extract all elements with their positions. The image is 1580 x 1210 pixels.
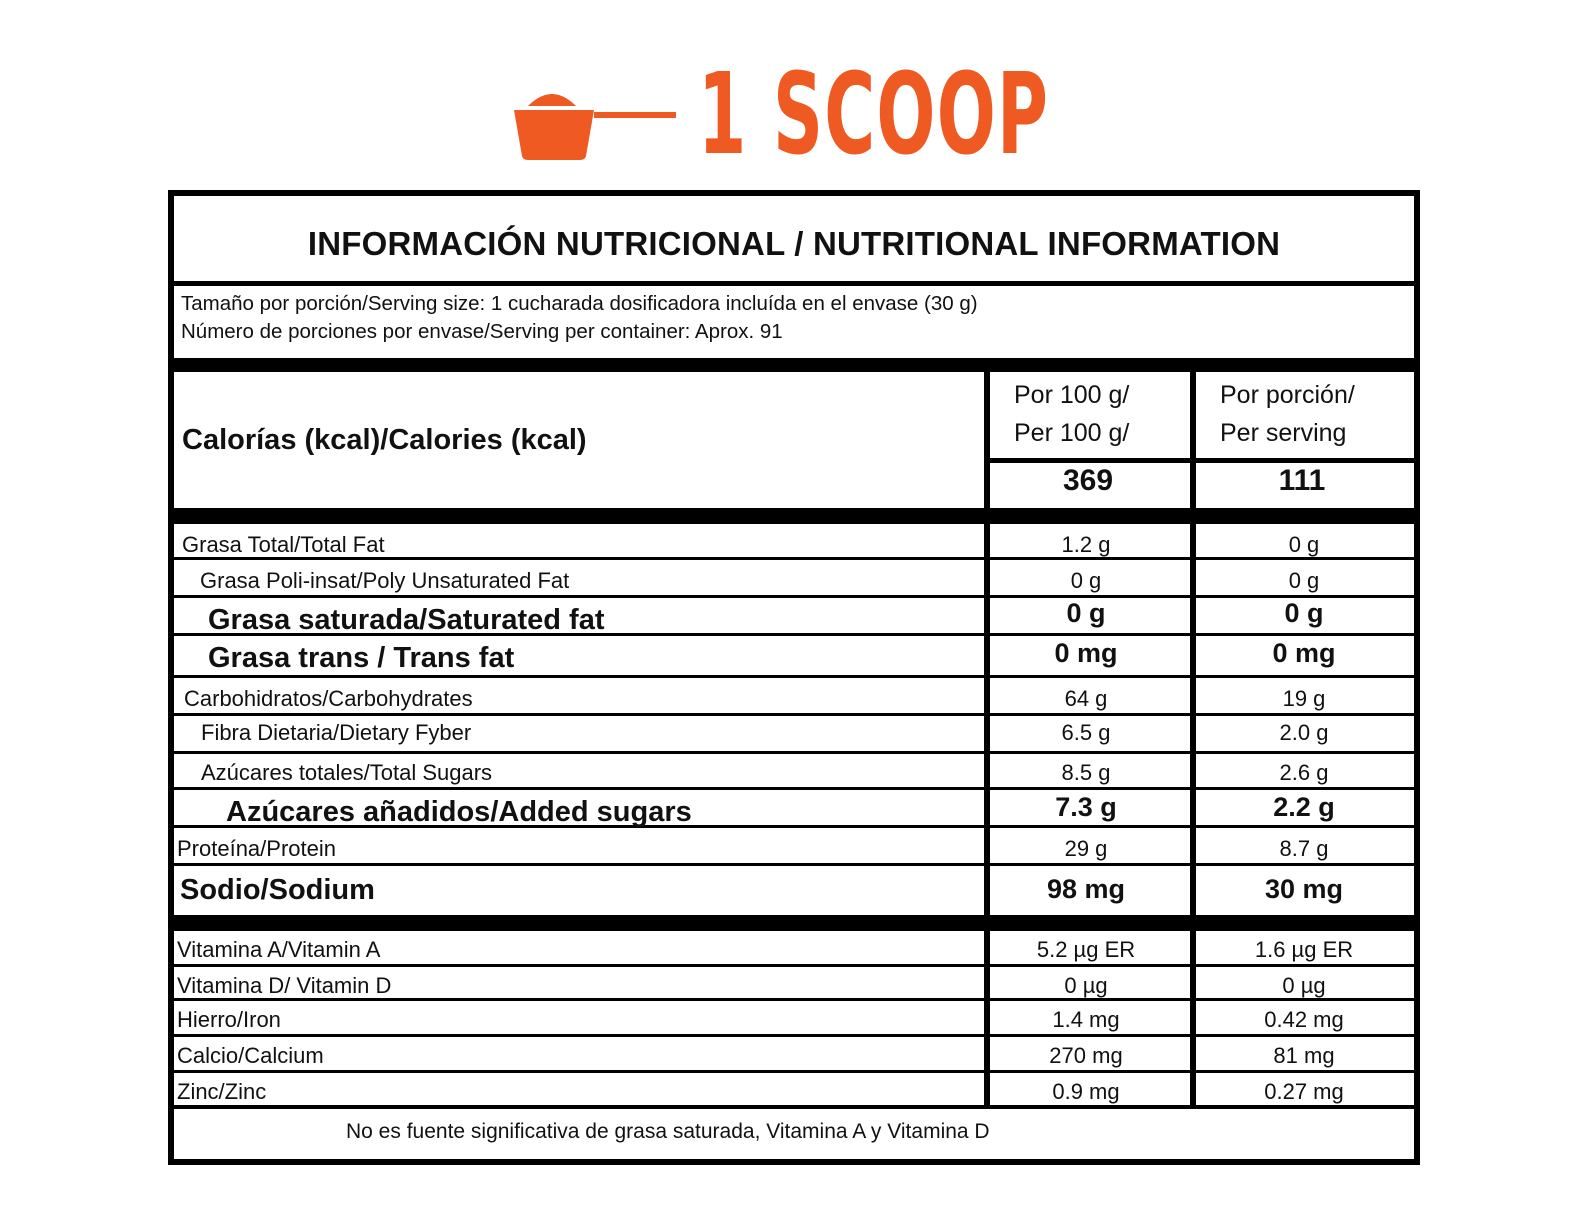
value-per-serving: 0 µg — [1282, 973, 1326, 998]
nutrition-label — [168, 190, 1420, 1165]
value-per-serving: 0.42 mg — [1264, 1007, 1344, 1032]
nutrient-name: Grasa trans / Trans fat — [208, 642, 515, 674]
nutrient-name: Vitamina A/Vitamin A — [177, 937, 381, 962]
nutrient-row — [174, 598, 1414, 636]
footnote-row — [174, 1105, 1414, 1165]
value-per-100g: 0 g — [1070, 568, 1102, 593]
value-per-serving: 81 mg — [1273, 1043, 1335, 1068]
nutrient-name: Azúcares añadidos/Added sugars — [226, 796, 692, 828]
column-divider — [1190, 1037, 1196, 1070]
value-per-serving: 1.6 µg ER — [1254, 937, 1354, 962]
value-per-serving: 2.6 g — [1279, 760, 1329, 785]
value-per-100g: 5.2 µg ER — [1036, 937, 1136, 962]
column-divider — [1190, 598, 1196, 633]
value-per-serving: 2.2 g — [1273, 792, 1335, 822]
column-divider — [1190, 1073, 1196, 1105]
value-per-100g: 0 mg — [1054, 638, 1118, 668]
value-per-serving: 0 g — [1284, 598, 1324, 628]
value-per-serving: 19 g — [1282, 686, 1326, 711]
header-divider — [984, 458, 1420, 463]
nutrient-name: Calcio/Calcium — [177, 1043, 324, 1068]
column-divider — [1190, 931, 1196, 964]
nutrient-name: Grasa Total/Total Fat — [182, 532, 385, 557]
scoop-icon — [514, 88, 684, 164]
nutrient-row — [174, 790, 1414, 828]
value-per-serving: 30 mg — [1264, 874, 1344, 904]
serving-info — [174, 286, 1414, 372]
footnote: No es fuente significativa de grasa saturada, Vitamina A y Vitamina D — [346, 1120, 990, 1143]
vitamin-row — [174, 931, 1414, 967]
nutrient-row — [174, 560, 1414, 598]
column-divider — [1190, 967, 1196, 998]
vitamin-row — [174, 1001, 1414, 1037]
nutrient-row — [174, 828, 1414, 866]
calories-label: Calorías (kcal)/Calories (kcal) — [182, 424, 587, 456]
nutrient-name: Vitamina D/ Vitamin D — [177, 973, 392, 998]
vitamin-row — [174, 1037, 1414, 1073]
value-per-100g: 0 g — [1066, 598, 1106, 628]
nutrient-row — [174, 524, 1414, 560]
value-per-serving: 0.27 mg — [1264, 1079, 1344, 1104]
nutrient-name: Fibra Dietaria/Dietary Fyber — [201, 720, 472, 745]
calories-per-100g: 369 — [1062, 464, 1114, 497]
col-header-per-serving: Por porción/ Per serving — [1220, 381, 1355, 447]
value-per-serving: 0 g — [1288, 568, 1320, 593]
value-per-100g: 1.2 g — [1061, 532, 1111, 557]
nutrient-name: Sodio/Sodium — [180, 874, 375, 906]
column-divider — [1190, 866, 1196, 915]
value-per-100g: 7.3 g — [1055, 792, 1117, 822]
nutrient-row — [174, 716, 1414, 754]
value-per-100g: 64 g — [1064, 686, 1108, 711]
nutrient-name: Zinc/Zinc — [177, 1079, 267, 1104]
column-divider — [1190, 716, 1196, 751]
nutrient-row — [174, 754, 1414, 790]
value-per-serving: 0 mg — [1272, 638, 1336, 668]
column-divider — [1190, 678, 1196, 713]
nutrient-row — [174, 636, 1414, 678]
calories-per-serving: 111 — [1278, 464, 1326, 497]
column-divider — [1190, 828, 1196, 863]
nutrient-name: Hierro/Iron — [177, 1007, 281, 1032]
serving-size: Tamaño por porción/Serving size: 1 cucharada dosificadora incluída en el envase (30 g) — [181, 292, 978, 315]
label-title-row — [174, 196, 1414, 286]
brand-header — [0, 0, 1580, 190]
value-per-100g: 270 mg — [1049, 1043, 1123, 1068]
brand-title: 1 SCOOP — [698, 50, 1050, 180]
calories-section — [174, 372, 1414, 508]
value-per-serving: 8.7 g — [1279, 836, 1329, 861]
column-divider — [1190, 790, 1196, 825]
nutrient-name: Proteína/Protein — [177, 836, 336, 861]
value-per-100g: 1.4 mg — [1052, 1007, 1120, 1032]
value-per-100g: 6.5 g — [1061, 720, 1111, 745]
column-divider — [1190, 636, 1196, 675]
value-per-100g: 0 µg — [1064, 973, 1108, 998]
column-divider — [1190, 560, 1196, 595]
nutrient-row — [174, 866, 1414, 915]
value-per-100g: 29 g — [1064, 836, 1108, 861]
column-divider — [1190, 524, 1196, 557]
vitamin-row — [174, 1073, 1414, 1105]
value-per-100g: 98 mg — [1046, 874, 1126, 904]
thick-divider — [174, 915, 1414, 931]
value-per-100g: 8.5 g — [1061, 760, 1111, 785]
value-per-100g: 0.9 mg — [1052, 1079, 1120, 1104]
nutrient-name: Grasa saturada/Saturated fat — [208, 604, 605, 636]
col-header-per-100g: Por 100 g/ Per 100 g/ — [1014, 381, 1130, 447]
thick-divider — [174, 508, 1414, 524]
value-per-serving: 0 g — [1288, 532, 1320, 557]
column-divider — [1190, 754, 1196, 787]
nutrient-row — [174, 678, 1414, 716]
vitamin-row — [174, 967, 1414, 1001]
value-per-serving: 2.0 g — [1279, 720, 1329, 745]
nutrient-name: Grasa Poli-insat/Poly Unsaturated Fat — [200, 568, 570, 593]
column-divider — [1190, 1001, 1196, 1034]
servings-per-container: Número de porciones por envase/Serving per container: Aprox. 91 — [181, 320, 783, 343]
label-title: INFORMACIÓN NUTRICIONAL / NUTRITIONAL INFORMATION — [307, 224, 1281, 262]
column-divider — [1190, 372, 1196, 508]
nutrient-name: Carbohidratos/Carbohydrates — [184, 686, 473, 711]
nutrient-name: Azúcares totales/Total Sugars — [201, 760, 493, 785]
